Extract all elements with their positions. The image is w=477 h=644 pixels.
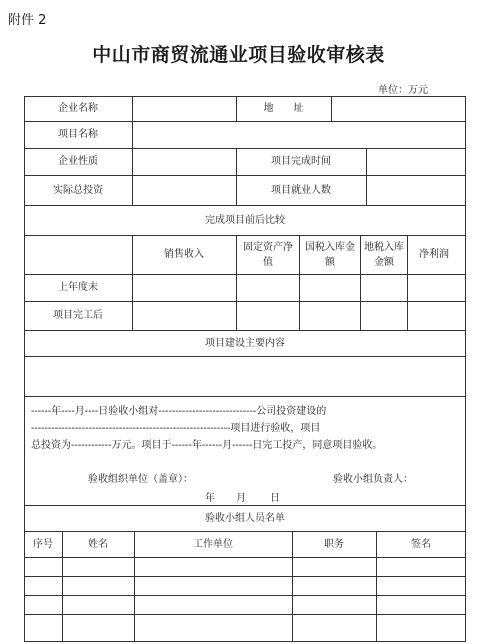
row-label-last-year: 上年度末 (58, 282, 98, 293)
grid-line (132, 235, 133, 330)
label-project-name: 项目名称 (58, 129, 98, 140)
label-address: 地 址 (263, 103, 304, 114)
grid-line (24, 356, 466, 357)
row-label-after-completion: 项目完工后 (53, 310, 103, 321)
grid-line (24, 274, 466, 275)
member-row[interactable] (24, 614, 466, 642)
header-sales: 销售收入 (164, 249, 204, 260)
header-fixed-assets: 固定资产净值 (243, 241, 293, 268)
label-completion-time: 项目完成时间 (271, 156, 331, 167)
grid-line (62, 531, 63, 642)
grid-line (24, 301, 466, 302)
member-row[interactable] (24, 576, 466, 595)
grid-line (331, 96, 332, 121)
grid-line (366, 148, 367, 205)
grid-line (299, 235, 300, 330)
content-section-title: 项目建设主要内容 (205, 337, 285, 349)
header-local-tax: 地税入库金额 (364, 241, 404, 268)
grid-line (24, 396, 466, 397)
input-completion-time[interactable] (366, 148, 466, 175)
acceptance-date-month: 月 (236, 493, 246, 504)
label-company-type: 企业性质 (58, 156, 98, 167)
grid-line (376, 531, 377, 642)
members-section-title: 验收小组人员名单 (205, 512, 285, 524)
grid-line (236, 96, 237, 121)
content-input[interactable] (24, 356, 466, 396)
grid-line (24, 505, 466, 506)
header-net-profit: 净利润 (419, 249, 449, 260)
acceptance-org-label: 验收组织单位（盖章）： (88, 474, 193, 485)
grid-line (24, 205, 466, 206)
grid-line (24, 121, 466, 122)
input-company-name[interactable] (132, 96, 236, 121)
member-row[interactable] (24, 595, 466, 614)
grid-line (24, 330, 466, 331)
grid-line (24, 614, 466, 615)
grid-line (236, 148, 237, 205)
acceptance-date-day: 日 (270, 493, 280, 504)
unit-label: 单位：万元 (378, 85, 428, 96)
grid-line (24, 148, 466, 149)
members-col-position: 职务 (324, 538, 344, 550)
grid-line (360, 235, 361, 330)
grid-line (24, 557, 466, 558)
attachment-label: 附件 2 (8, 13, 47, 28)
comparison-section-title: 完成项目前后比较 (205, 214, 285, 226)
members-col-signature: 签名 (411, 538, 431, 550)
label-employment: 项目就业人数 (271, 184, 331, 196)
members-col-index: 序号 (33, 538, 53, 550)
members-col-name: 姓名 (88, 538, 108, 550)
input-company-type[interactable] (132, 148, 236, 175)
grid-line (24, 595, 466, 596)
input-employment[interactable] (366, 175, 466, 205)
input-address[interactable] (331, 96, 466, 121)
grid-line (24, 235, 466, 236)
grid-line (24, 576, 466, 577)
acceptance-line-1: ------年----月----日验收小组对-----------------------------公司投资建设的 (31, 406, 327, 417)
grid-line (236, 235, 237, 330)
grid-line (24, 175, 466, 176)
input-project-name[interactable] (132, 121, 466, 148)
grid-line (132, 96, 133, 205)
acceptance-line-2: -----------------------------------------------------------项目进行验收，项目 (31, 423, 321, 434)
acceptance-date-year: 年 (205, 493, 215, 504)
acceptance-leader-label: 验收小组负责人： (333, 474, 413, 485)
member-row[interactable] (24, 557, 466, 576)
grid-line (292, 531, 293, 642)
form-title: 中山市商贸流通业项目验收审核表 (92, 44, 385, 66)
members-col-workplace: 工作单位 (193, 538, 233, 550)
acceptance-line-3: 总投资为------------万元。项目于------年------月------日完工投产，同意项目验收。 (31, 440, 383, 451)
label-actual-investment: 实际总投资 (53, 184, 103, 196)
grid-line (134, 531, 135, 642)
grid-line (407, 235, 408, 330)
header-tax-storage: 国税入库金额 (305, 241, 355, 268)
grid-line (24, 531, 466, 532)
input-actual-investment[interactable] (132, 175, 236, 205)
label-company-name: 企业名称 (58, 103, 98, 114)
